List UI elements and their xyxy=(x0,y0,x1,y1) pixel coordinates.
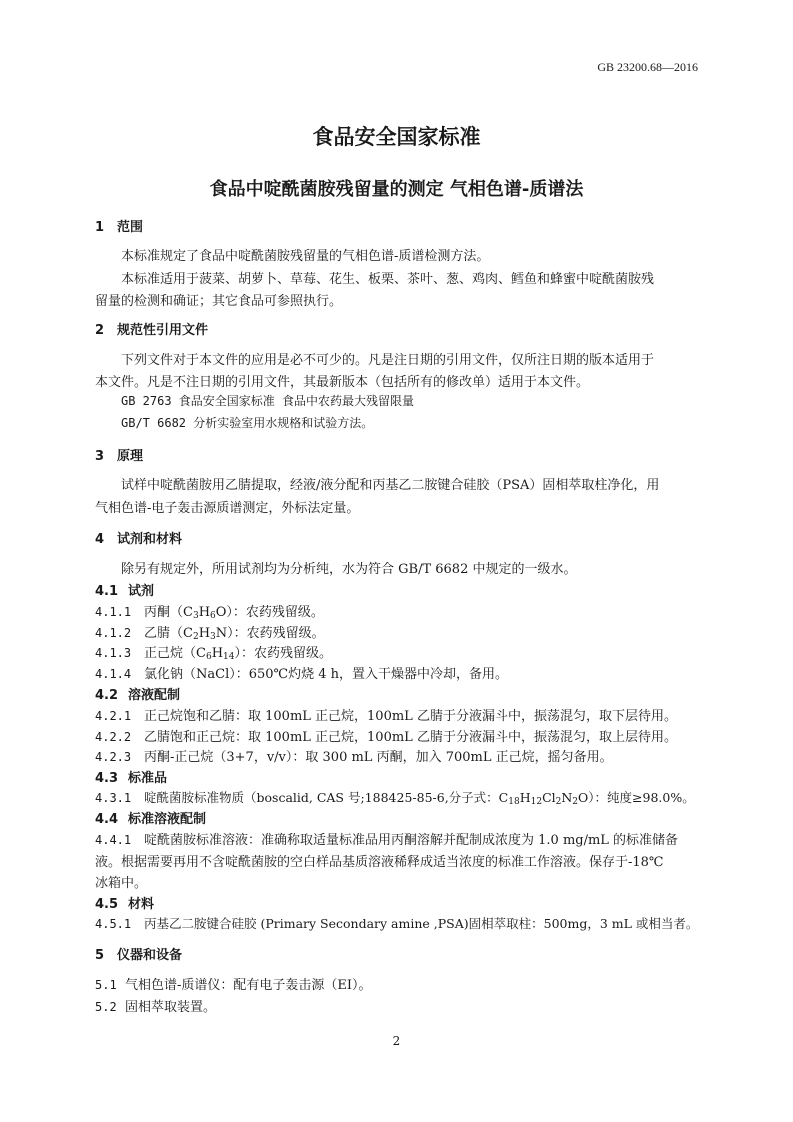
item-text: 丙酮（C xyxy=(144,605,193,620)
subsection-number: 4.4 xyxy=(95,812,119,827)
subsection-title: 材料 xyxy=(128,897,155,912)
list-item xyxy=(95,974,372,993)
list-item xyxy=(95,726,677,745)
subsection-title: 标准品 xyxy=(128,771,168,786)
item-number: 5.2 xyxy=(95,1000,117,1014)
list-item xyxy=(95,642,332,662)
subsection-number: 4.1 xyxy=(95,584,119,599)
subsection-number: 4.2 xyxy=(95,688,119,703)
subscript: 6 xyxy=(210,611,216,621)
item-text: O）：农药残留级。 xyxy=(215,605,324,620)
paragraph: 试样中啶酰菌胺用乙腈提取，经液/液分配和丙基乙二胺键合硅胶（PSA）固相萃取柱净化，用 xyxy=(121,478,660,493)
item-text: 气相色谱-质谱仪：配有电子轰击源（EI）。 xyxy=(125,978,372,993)
paragraph-continuation: 留量的检测和确证；其它食品可参照执行。 xyxy=(95,294,343,309)
section-number: 1 xyxy=(95,220,105,235)
subsection-number: 4.5 xyxy=(95,897,119,912)
subscript: 2 xyxy=(555,797,562,807)
item-text: H xyxy=(198,605,211,620)
item-number: 4.2.1 xyxy=(95,709,132,723)
item-text: Cl xyxy=(542,790,556,805)
list-item xyxy=(95,996,216,1015)
item-number: 4.2.2 xyxy=(95,730,132,744)
subsection-title: 标准溶液配制 xyxy=(128,812,207,827)
paragraph-continuation: 液。根据需要再用不含啶酰菌胺的空白样品基质溶液稀释成适当浓度的标准工作溶液。保存于-18℃ xyxy=(95,855,664,870)
item-number: 4.1.1 xyxy=(95,605,132,619)
item-text: 正己烷饱和乙腈：取 100mL 正己烷，100mL 乙腈于分液漏斗中，振荡混匀，取下层待用。 xyxy=(144,709,677,724)
item-number: 4.3.1 xyxy=(95,791,132,805)
item-text: ）：农药残留级。 xyxy=(234,646,332,661)
standard-code: GB 23200.68—2016 xyxy=(597,60,698,74)
paragraph: 除另有规定外，所用试剂均为分析纯，水为符合 GB/T 6682 中规定的一级水。 xyxy=(121,562,577,577)
page-number: 2 xyxy=(392,1034,401,1048)
item-text: H xyxy=(519,790,531,805)
section-heading-reagents xyxy=(95,528,182,547)
section-number: 3 xyxy=(95,449,105,464)
section-number: 2 xyxy=(95,323,105,338)
subscript: 18 xyxy=(508,797,520,807)
document-subtitle: 食品中啶酰菌胺残留量的测定 气相色谱-质谱法 xyxy=(209,179,584,200)
item-text: N xyxy=(561,790,573,805)
section-number: 5 xyxy=(95,948,105,963)
item-number: 4.2.3 xyxy=(95,750,132,764)
list-item xyxy=(95,622,325,642)
section-title: 仪器和设备 xyxy=(117,948,183,963)
list-item xyxy=(95,914,698,932)
item-text: 丙基乙二胺键合硅胶 (Primary Secondary amine ,PSA)固相萃取柱：500mg，3 mL 或相当者。 xyxy=(144,916,699,931)
list-item xyxy=(95,663,508,682)
list-item xyxy=(95,829,678,848)
item-text: O）：纯度≥98.0%。 xyxy=(578,790,695,805)
subscript: 6 xyxy=(205,652,212,662)
paragraph-continuation: 冰箱中。 xyxy=(95,876,148,891)
list-item xyxy=(95,601,324,621)
subscript: 12 xyxy=(530,797,543,807)
subsection-heading xyxy=(95,684,180,703)
section-title: 原理 xyxy=(117,449,144,464)
subscript: 14 xyxy=(223,652,235,662)
item-number: 4.1.4 xyxy=(95,667,132,681)
item-text: 乙腈（C xyxy=(144,626,193,641)
subscript: 2 xyxy=(572,797,579,807)
item-number: 4.1.3 xyxy=(95,646,132,660)
section-heading-principle xyxy=(95,445,143,464)
subsection-title: 溶液配制 xyxy=(128,688,181,703)
subscript: 2 xyxy=(192,632,199,642)
subsection-number: 4.3 xyxy=(95,771,119,786)
item-text: 丙酮-正己烷（3+7，v/v）：取 300 mL 丙酮，加入 700mL 正己烷，摇匀备用。 xyxy=(144,750,613,765)
section-number: 4 xyxy=(95,532,105,547)
item-text: 啶酰菌胺标准物质（boscalid, CAS 号;188425-85-6,分子式：C xyxy=(144,790,509,805)
item-number: 4.4.1 xyxy=(95,833,132,847)
section-title: 范围 xyxy=(117,220,144,235)
item-text: 啶酰菌胺标准溶液：准确称取适量标准品用丙酮溶解并配制成浓度为 1.0 mg/mL 的标准储备 xyxy=(144,833,679,848)
item-text: H xyxy=(211,646,224,661)
item-text: N）：农药残留级。 xyxy=(215,626,325,641)
subsection-heading xyxy=(95,767,167,786)
section-heading-instruments xyxy=(95,944,182,963)
subsection-heading xyxy=(95,893,154,912)
subscript: 3 xyxy=(210,632,216,642)
section-heading-scope xyxy=(95,216,143,235)
item-text: 正己烷（C xyxy=(144,646,206,661)
list-item xyxy=(95,705,677,724)
item-text: 氯化钠（NaCl）：650℃灼烧 4 h，置入干燥器中冷却，备用。 xyxy=(144,667,508,682)
paragraph: 下列文件对于本文件的应用是必不可少的。凡是注日期的引用文件，仅所注日期的版本适用于 xyxy=(121,353,655,368)
subsection-heading xyxy=(95,808,206,827)
subsection-title: 试剂 xyxy=(128,584,155,599)
paragraph-continuation: 本文件。凡是不注日期的引用文件，其最新版本（包括所有的修改单）适用于本文件。 xyxy=(95,375,590,390)
subsection-heading xyxy=(95,580,154,599)
section-title: 试剂和材料 xyxy=(117,532,183,547)
list-item xyxy=(95,746,613,765)
item-text: H xyxy=(198,626,211,641)
paragraph-continuation: 气相色谱-电子轰击源质谱测定，外标法定量。 xyxy=(95,501,360,516)
section-title: 规范性引用文件 xyxy=(117,323,209,338)
section-heading-references xyxy=(95,319,208,338)
item-text: 乙腈饱和正己烷：取 100mL 正己烷，100mL 乙腈于分液漏斗中，振荡混匀，取上层待用。 xyxy=(144,730,677,745)
reference-item: GB/T 6682 分析实验室用水规格和试验方法。 xyxy=(121,416,374,430)
item-number: 4.1.2 xyxy=(95,626,132,640)
list-item xyxy=(95,788,695,807)
subscript: 3 xyxy=(192,611,199,621)
item-number: 4.5.1 xyxy=(95,917,132,931)
paragraph: 本标准适用于菠菜、胡萝卜、草莓、花生、板栗、茶叶、葱、鸡肉、鳕鱼和蜂蜜中啶酰菌胺残 xyxy=(121,272,655,287)
reference-item: GB 2763 食品安全国家标准 食品中农药最大残留限量 xyxy=(121,394,415,408)
item-text: 固相萃取装置。 xyxy=(125,1000,217,1015)
paragraph: 本标准规定了食品中啶酰菌胺残留量的气相色谱-质谱检测方法。 xyxy=(121,249,490,264)
document-title: 食品安全国家标准 xyxy=(312,125,481,149)
item-number: 5.1 xyxy=(95,978,117,992)
